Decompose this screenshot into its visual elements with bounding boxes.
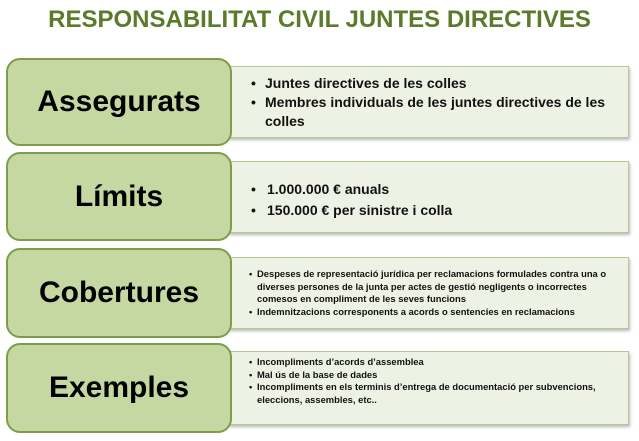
list-item: • Indemnitzacions corresponents a acords o sentencies en reclamacions: [249, 305, 575, 317]
page-title: RESPONSABILITAT CIVIL JUNTES DIRECTIVES: [48, 6, 591, 33]
list-item: • Juntes directives de les colles: [251, 75, 467, 91]
label-exemples: Exemples: [6, 343, 232, 433]
bullet-icon: •: [249, 356, 253, 367]
list-item: • Incompliments d’acords d’assemblea: [249, 356, 424, 367]
list-item: • 150.000 € per sinistre i colla: [251, 200, 622, 221]
list-item: • Incompliments en els terminis d’entrega de documentació per subvencions, eleccions, assembles, etc..: [249, 381, 596, 405]
bullet-icon: •: [249, 368, 253, 380]
bullet-icon: •: [249, 381, 253, 392]
label-limits: Límits: [6, 152, 232, 241]
bullet-icon: •: [249, 268, 253, 279]
label-cobertures: Cobertures: [6, 248, 232, 338]
bullet-icon: •: [251, 202, 256, 218]
detail-box-assegurats: [228, 66, 629, 138]
bullet-icon: •: [251, 181, 256, 197]
bullet-icon: •: [251, 75, 256, 91]
list-item: • Despeses de representació jurídica per reclamacions formulades contra una o diverses persones de la junta per actes de gestió negligents o incorrectes comesos en compliment de les seves funcions: [249, 268, 607, 304]
list-item: • Membres individuals de les juntes directives de les colles: [251, 94, 606, 129]
bullet-icon: •: [249, 305, 253, 317]
list-item: • 1.000.000 € anuals: [251, 179, 622, 200]
detail-box-exemples: [228, 351, 629, 425]
detail-box-limits: [228, 161, 629, 233]
list-item: • Mal ús de la base de dades: [249, 368, 378, 380]
label-assegurats: Assegurats: [6, 58, 232, 146]
detail-box-cobertures: [228, 257, 629, 329]
bullet-icon: •: [251, 94, 256, 110]
